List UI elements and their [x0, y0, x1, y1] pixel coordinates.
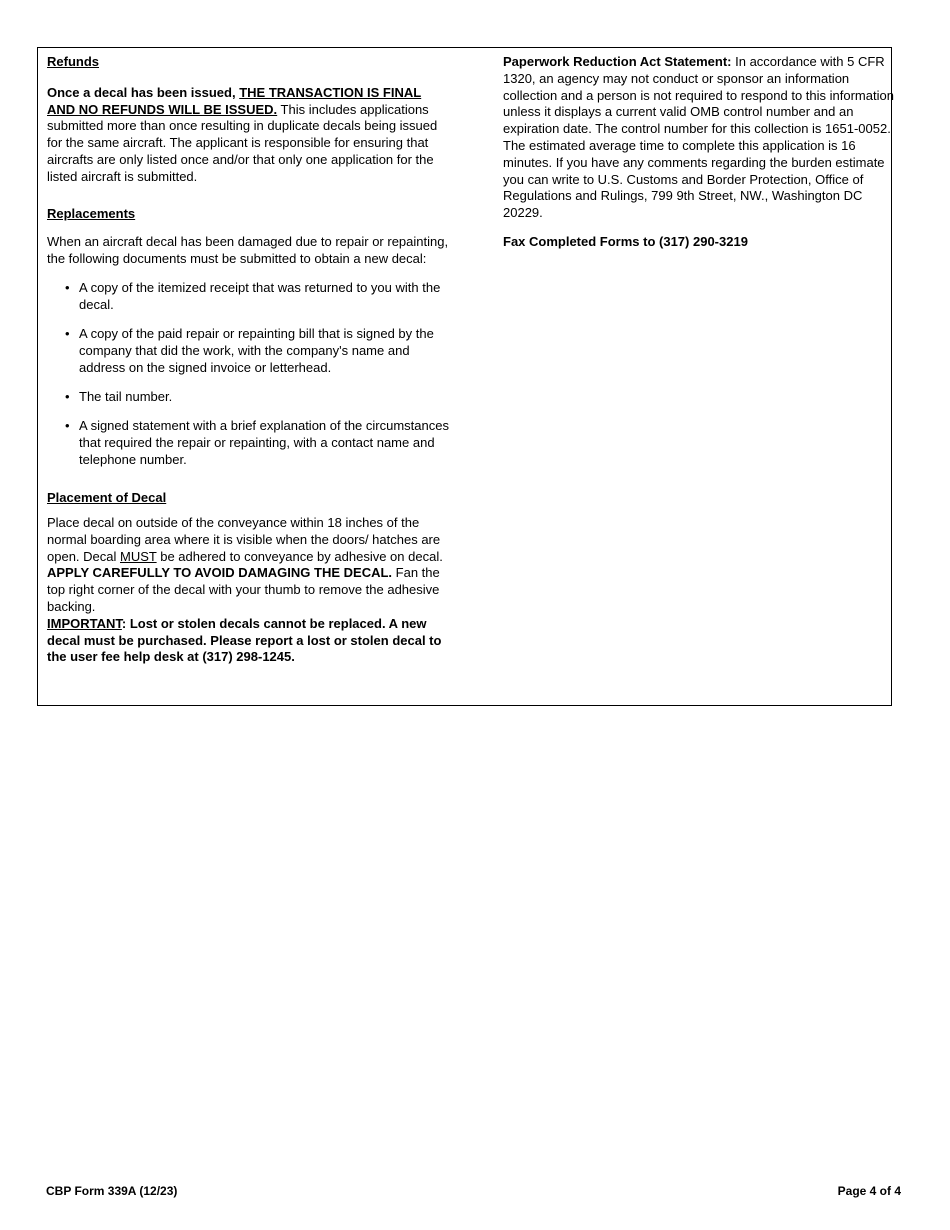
bullet-icon: • — [65, 388, 70, 404]
page-number: Page 4 of 4 — [837, 1184, 901, 1198]
apply-carefully-warning: APPLY CAREFULLY TO AVOID DAMAGING THE DECAL. — [47, 565, 393, 581]
form-content-frame — [37, 47, 892, 706]
important-label: IMPORTANT — [47, 615, 122, 631]
replacements-list — [47, 280, 452, 469]
list-item: • A copy of the paid repair or repainting bill that is signed by the company that did the work, with the company's name and address on the signed invoice or letterhead. — [65, 326, 434, 375]
right-column — [503, 54, 903, 251]
refunds-final-notice: THE TRANSACTION IS FINAL AND NO REFUNDS WILL BE ISSUED. — [47, 84, 422, 117]
replacements-heading: Replacements — [47, 205, 136, 221]
form-id: CBP Form 339A (12/23) — [46, 1184, 178, 1198]
left-column — [47, 54, 452, 666]
placement-heading: Placement of Decal — [47, 490, 167, 506]
paperwork-body: In accordance with 5 CFR 1320, an agency may not conduct or sponsor an information collection and a person is not required to respond to this information unless it displays a current valid OMB control number and an expiration date. The control number for this collection is 1651-0052. The estimated average time to complete this application is 16 minutes. If you have any comments regarding the burden estimate you can write to U.S. Customs and Border Protection, Office of Regulations and Rulings, 799 9th Street, NW., Washington DC 20229. — [503, 54, 894, 221]
paperwork-heading: Paperwork Reduction Act Statement: — [503, 54, 732, 69]
fax-instruction: Fax Completed Forms to (317) 290-3219 — [503, 233, 748, 249]
bullet-icon: • — [65, 326, 70, 342]
refunds-body: This includes applications submitted more than once resulting in duplicate decals being issued for the same aircraft. The applicant is responsible for ensuring that aircrafts are only listed once and/or that only one application for the listed aircraft is submitted. — [47, 101, 438, 184]
important-notice: : Lost or stolen decals cannot be replaced. A new decal must be purchased. Please report a lost or stolen decal to the user fee help desk at (317) 298-1245. — [47, 615, 442, 665]
list-item: • The tail number. — [65, 388, 173, 404]
refunds-heading: Refunds — [47, 54, 99, 69]
refunds-lead: Once a decal has been issued, — [47, 84, 240, 100]
must-emphasis: MUST — [120, 548, 157, 564]
list-item: • A signed statement with a brief explanation of the circumstances that required the repair or repainting, with a contact name and telephone number. — [65, 418, 449, 467]
bullet-icon: • — [65, 418, 70, 434]
placement-paragraph: Place decal on outside of the conveyance within 18 inches of the normal boarding area where it is visible when the doors/ hatches are open. Decal MUST be adhered to conveyance by adhesive on decal. APPLY CAREFULLY TO AVOID DAMAGING THE DECAL. Fan the top right corner of the decal with your thumb to remove the adhesive backing. IMPORTANT: Lost or stolen decals cannot be replaced. A new decal must be purchased. Please report a lost or stolen decal to the user fee help desk at (317) 298-1245. — [47, 514, 443, 665]
refunds-paragraph — [47, 85, 452, 186]
paperwork-statement — [503, 54, 903, 222]
bullet-icon: • — [65, 279, 70, 295]
list-item: • A copy of the itemized receipt that was returned to you with the decal. — [65, 279, 441, 312]
replacements-intro: When an aircraft decal has been damaged due to repair or repainting, the following documents must be submitted to obtain a new decal: — [47, 234, 449, 267]
